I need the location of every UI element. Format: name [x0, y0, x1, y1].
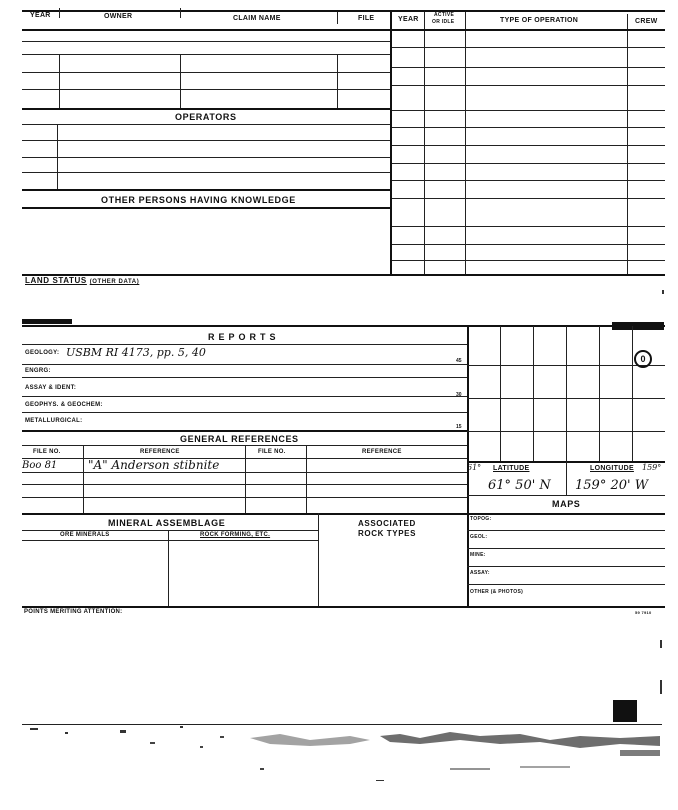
- header-divider: [337, 12, 338, 24]
- ref-col-reference-2: REFERENCE: [362, 449, 402, 455]
- scan-speck: [660, 680, 662, 694]
- maps-other: OTHER (& PHOTOS): [470, 589, 524, 595]
- owner-row-line: [22, 54, 390, 55]
- owner-col-line: [180, 54, 181, 108]
- lon-suffix: 159°: [642, 463, 662, 472]
- form-number: 59 7910: [635, 610, 652, 615]
- owner-col-line: [337, 54, 338, 108]
- operation-row-line: [392, 260, 665, 261]
- operators-row-line: [22, 172, 390, 173]
- operation-row-line: [392, 67, 665, 68]
- ref-row1-reference: "A" Anderson stibnite: [88, 458, 220, 472]
- land-status-title: LAND STATUS: [25, 276, 87, 285]
- header-divider: [180, 8, 181, 18]
- header-year: YEAR: [30, 12, 51, 19]
- reports-row-line: [22, 377, 467, 378]
- header-bottom-rule: [22, 29, 665, 31]
- header-year-2: YEAR: [398, 16, 419, 23]
- scale-15: 15: [456, 424, 462, 430]
- scan-speck: [376, 780, 384, 781]
- reports-band-left-mark: [22, 319, 72, 324]
- operation-row-line: [392, 180, 665, 181]
- mineral-col-line: [168, 530, 169, 607]
- reports-bottom-rule: [22, 430, 467, 432]
- operators-heading: OPERATORS: [175, 112, 237, 122]
- reports-row-line: [22, 412, 467, 413]
- longitude-label: LONGITUDE: [590, 465, 634, 472]
- operation-row-line: [392, 198, 665, 199]
- metallurgical-label: METALLURGICAL:: [25, 418, 83, 424]
- scan-speck: [660, 640, 662, 648]
- grid-col: [566, 326, 567, 461]
- latitude-label: LATITUDE: [493, 465, 530, 472]
- ref-col-file-no-2: FILE NO.: [258, 449, 286, 455]
- operators-row-line: [22, 189, 390, 191]
- references-col-line: [83, 445, 84, 513]
- maps-row-line: [467, 530, 665, 531]
- points-meriting-attention: POINTS MERITING ATTENTION:: [24, 609, 123, 615]
- references-row-line: [22, 472, 467, 473]
- lat-prefix: 61°: [467, 463, 482, 472]
- land-status-sub: (OTHER DATA): [89, 279, 140, 285]
- operators-col-line: [57, 124, 58, 189]
- maps-geol: GEOL:: [470, 534, 488, 540]
- maps-mine: MINE:: [470, 552, 486, 558]
- reports-heading: REPORTS: [208, 332, 280, 342]
- operation-row-line: [392, 127, 665, 128]
- references-col-line: [306, 445, 307, 513]
- top-rule: [22, 10, 665, 12]
- references-bottom-rule: [22, 513, 665, 515]
- operation-row-line: [392, 244, 665, 245]
- scan-black-square: [613, 700, 637, 722]
- geology-label: GEOLOGY:: [25, 350, 60, 356]
- lat-lon-divider: [566, 461, 567, 495]
- owner-row-line: [22, 72, 390, 73]
- maps-row-line: [467, 548, 665, 549]
- operation-row-line: [392, 47, 665, 48]
- circle-mark-text: 0: [640, 354, 646, 364]
- operation-row-line: [392, 85, 665, 86]
- references-col-line: [245, 445, 246, 513]
- main-divider: [390, 10, 392, 275]
- header-active-idle-2: OR IDLE: [432, 19, 455, 25]
- references-row-line: [22, 484, 467, 485]
- maps-top-rule: [467, 495, 665, 496]
- ref-row1-file: Boo 81: [22, 460, 58, 471]
- maps-row-line: [467, 566, 665, 567]
- reports-row-line: [22, 364, 467, 365]
- grid-col: [599, 326, 600, 461]
- operators-row-line: [22, 140, 390, 141]
- owner-col-line: [59, 54, 60, 108]
- header-divider: [424, 12, 425, 275]
- maps-heading: MAPS: [552, 499, 581, 509]
- header-divider: [465, 12, 466, 275]
- references-row-line: [22, 497, 467, 498]
- header-file: FILE: [358, 15, 375, 22]
- operation-row-line: [392, 163, 665, 164]
- owner-row-line: [22, 89, 390, 90]
- assay-label: ASSAY & IDENT:: [25, 385, 77, 391]
- header-owner: OWNER: [104, 13, 133, 20]
- scale-45: 45: [456, 358, 462, 364]
- grid-col: [500, 326, 501, 461]
- mineral-divider: [318, 513, 319, 607]
- header-crew: CREW: [635, 18, 658, 25]
- grid-col: [533, 326, 534, 461]
- header-type-of-operation: TYPE OF OPERATION: [500, 17, 579, 24]
- longitude-value: 159° 20' W: [575, 478, 649, 493]
- reports-top-rule: [22, 325, 665, 327]
- associated-rock-types-2: ROCK TYPES: [358, 529, 417, 538]
- mineral-subheader-rule: [22, 530, 318, 531]
- maps-topog: TOPOG:: [470, 516, 492, 522]
- grid-circle-mark: [634, 350, 652, 368]
- owner-row-line: [22, 108, 390, 110]
- maps-row-line: [467, 584, 665, 585]
- operation-row-line: [392, 145, 665, 146]
- scan-noise: [20, 722, 665, 782]
- reports-rule: [22, 344, 467, 345]
- associated-rock-types-1: ASSOCIATED: [358, 519, 416, 528]
- land-status-label: [25, 276, 139, 285]
- rock-forming-label: ROCK FORMING, ETC.: [200, 532, 271, 538]
- header-divider: [59, 8, 60, 18]
- other-persons-rule: [22, 207, 390, 209]
- latitude-value: 61° 50' N: [488, 478, 551, 493]
- mineral-header-line: [22, 540, 318, 541]
- other-persons-heading: OTHER PERSONS HAVING KNOWLEDGE: [101, 195, 296, 205]
- mineral-assemblage-heading: MINERAL ASSEMBLAGE: [108, 518, 226, 528]
- reports-row-line: [22, 396, 467, 397]
- grid-col: [632, 326, 633, 461]
- mineral-bottom-rule: [22, 606, 665, 608]
- operators-row-line: [22, 157, 390, 158]
- ore-minerals-label: ORE MINERALS: [60, 532, 110, 538]
- scan-speck: [662, 290, 664, 294]
- operation-row-line: [392, 226, 665, 227]
- geophys-label: GEOPHYS. & GEOCHEM:: [25, 402, 103, 408]
- operators-row-line: [22, 124, 390, 125]
- scale-30: 30: [456, 392, 462, 398]
- ref-col-file-no: FILE NO.: [33, 449, 61, 455]
- general-references-heading: GENERAL REFERENCES: [180, 434, 299, 444]
- ref-col-reference: REFERENCE: [140, 449, 180, 455]
- engrg-label: ENGRG:: [25, 368, 51, 374]
- geology-value: USBM RI 4173, pp. 5, 40: [66, 346, 206, 359]
- header-claim-name: CLAIM NAME: [233, 15, 281, 22]
- operation-row-line: [392, 110, 665, 111]
- maps-assay: ASSAY:: [470, 570, 490, 576]
- owner-row-line: [22, 41, 390, 42]
- header-active-idle: ACTIVE: [434, 12, 455, 18]
- reports-band-right-mark: [612, 322, 664, 330]
